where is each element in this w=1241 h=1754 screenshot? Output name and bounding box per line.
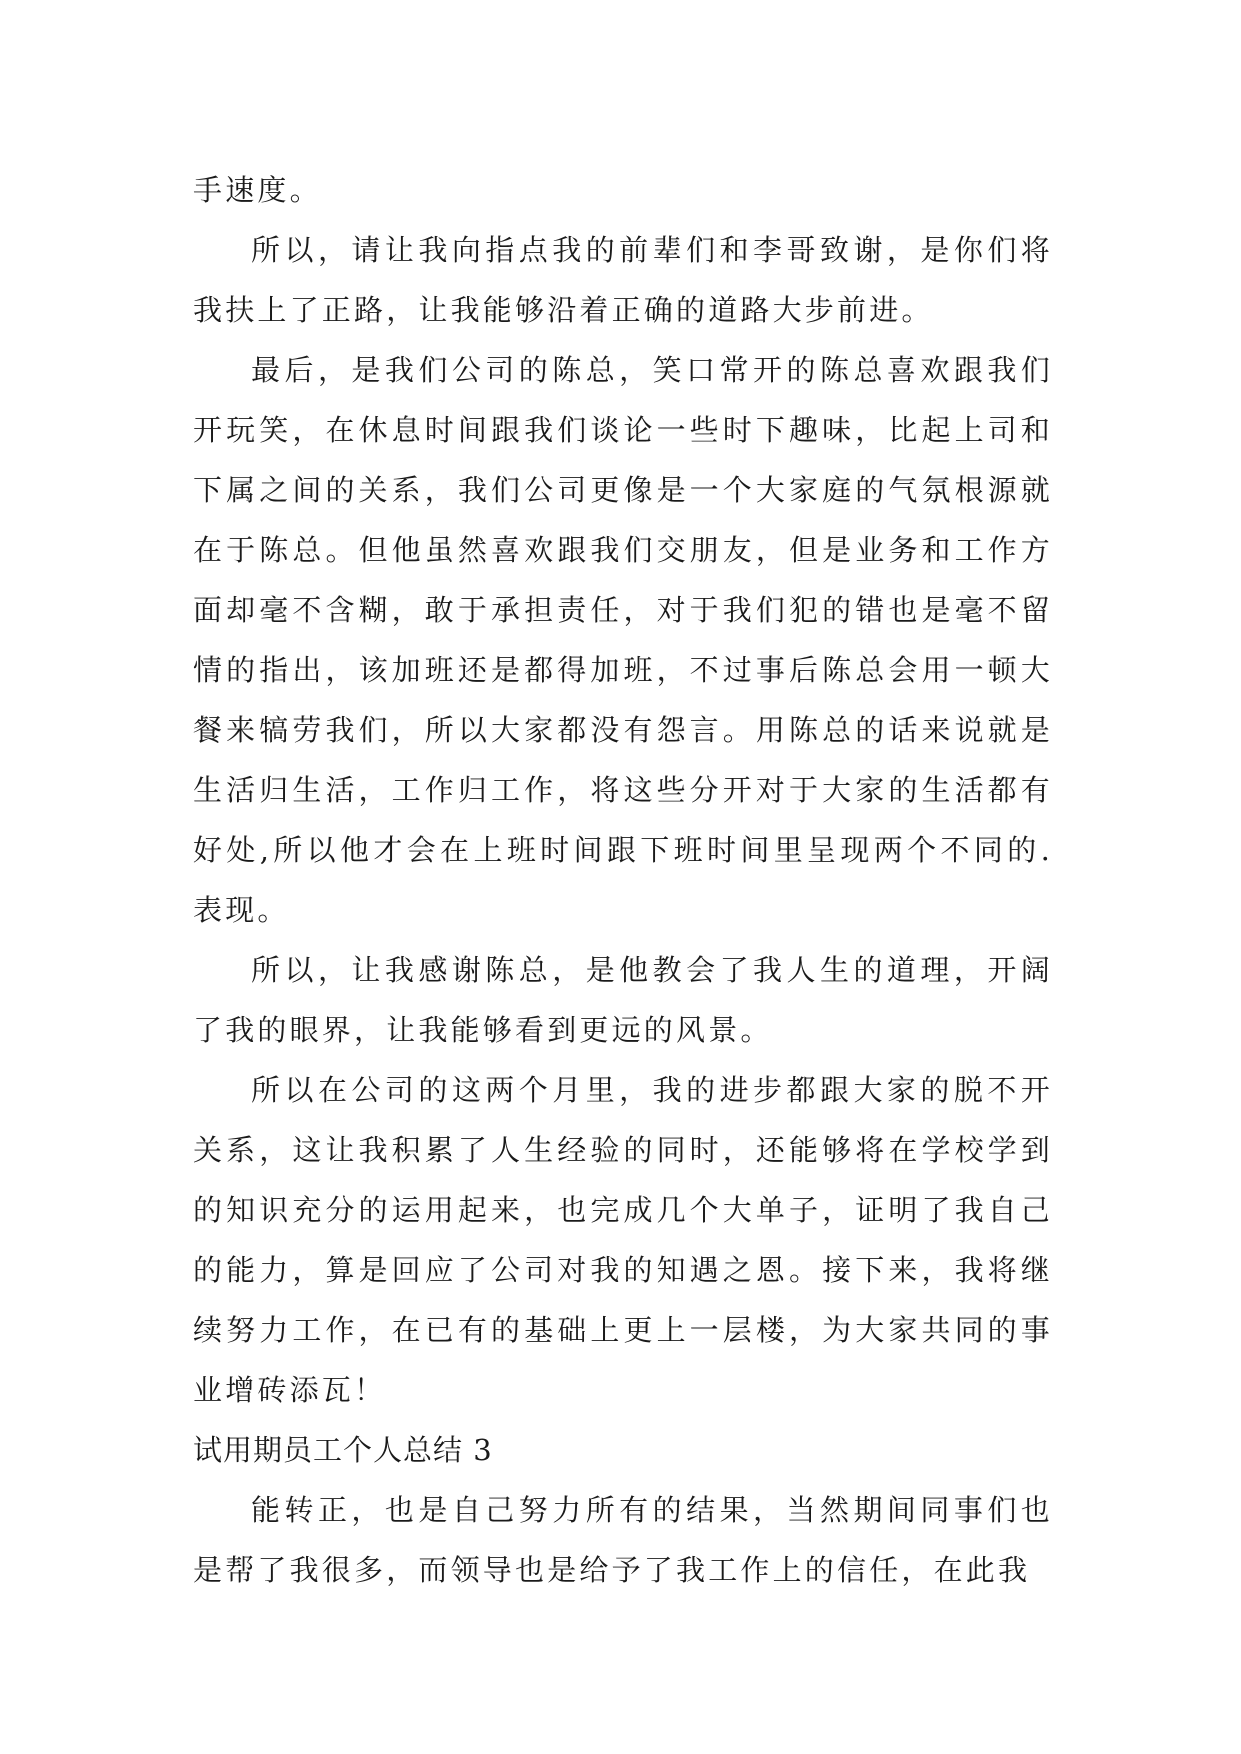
paragraph-two-months: 所以在公司的这两个月里，我的进步都跟大家的脱不开关系，这让我积累了人生经验的同时，还能够将在学校学到的知识充分的运用起来，也完成几个大单子，证明了我自己的能力，算是回应了公司对我的知遇之恩。接下来，我将继续努力工作，在已有的基础上更上一层楼，为大家共同的事业增砖添瓦！: [193, 1073, 1053, 1407]
paragraph-continuation: 手速度。: [193, 173, 322, 207]
paragraph-thanks-chen: 所以，让我感谢陈总，是他教会了我人生的道理，开阔了我的眼界，让我能够看到更远的风景。: [193, 953, 1053, 1047]
paragraph-regularization: 能转正，也是自己努力所有的结果，当然期间同事们也是帮了我很多，而领导也是给予了我工作上的信任，在此我: [193, 1493, 1053, 1587]
section-heading: 试用期员工个人总结 3: [193, 1433, 493, 1467]
document-body: [193, 160, 1053, 1600]
paragraph-manager-chen: 最后，是我们公司的陈总，笑口常开的陈总喜欢跟我们开玩笑，在休息时间跟我们谈论一些时下趣味，比起上司和下属之间的关系，我们公司更像是一个大家庭的气氛根源就在于陈总。但他虽然喜欢跟我们交朋友，但是业务和工作方面却毫不含糊，敢于承担责任，对于我们犯的错也是毫不留情的指出，该加班还是都得加班，不过事后陈总会用一顿大餐来犒劳我们，所以大家都没有怨言。用陈总的话来说就是生活归生活，工作归工作，将这些分开对于大家的生活都有好处,所以他才会在上班时间跟下班时间里呈现两个不同的.表现。: [193, 353, 1053, 927]
paragraph-thanks-seniors: 所以，请让我向指点我的前辈们和李哥致谢，是你们将我扶上了正路，让我能够沿着正确的道路大步前进。: [193, 233, 1053, 327]
